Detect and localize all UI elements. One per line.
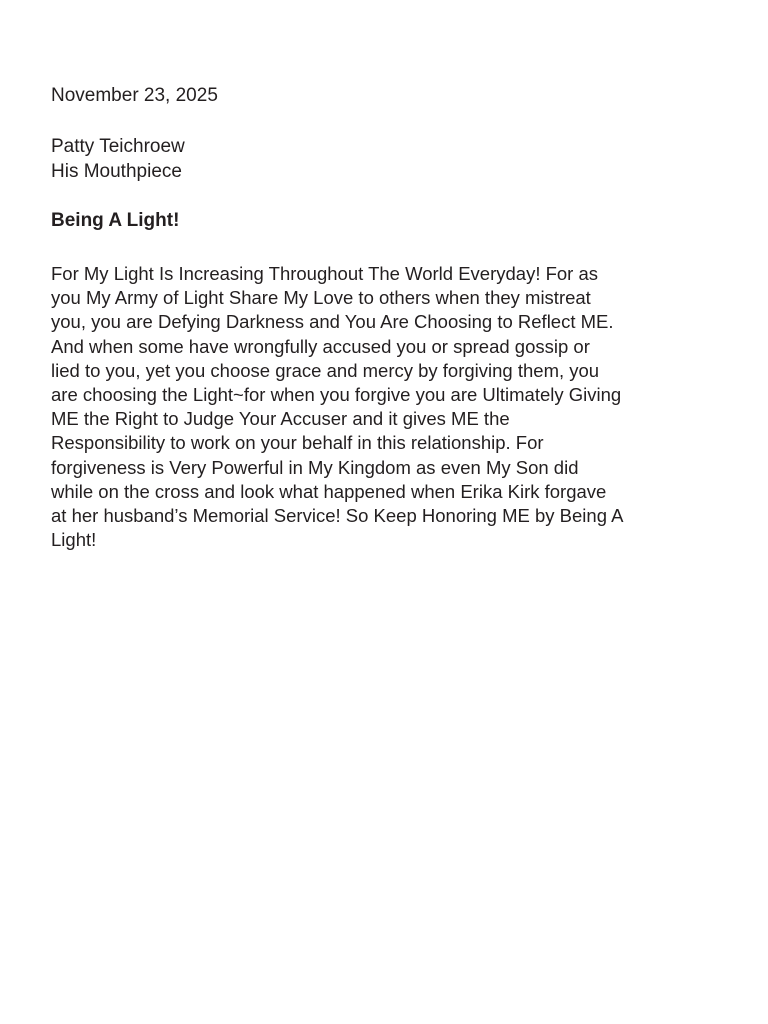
body-line: forgiveness is Very Powerful in My Kingdom as even My Son did [51, 456, 579, 478]
body-line: Light! [51, 529, 97, 551]
body-line: lied to you, yet you choose grace and mercy by forgiving them, you [51, 359, 600, 381]
body-line: For My Light Is Increasing Throughout The World Everyday! For as [51, 263, 599, 284]
letter-title: Being A Light! [51, 210, 180, 231]
letter-date: November 23, 2025 [51, 85, 218, 106]
body-line: Responsibility to work on your behalf in this relationship. For [51, 432, 544, 454]
body-line: are choosing the Light~for when you forgive you are Ultimately Giving [51, 384, 622, 406]
body-line: ME the Right to Judge Your Accuser and it gives ME the [51, 408, 510, 430]
body-line: while on the cross and look what happened when Erika Kirk forgave [51, 480, 607, 502]
body-line: you My Army of Light Share My Love to others when they mistreat [51, 287, 591, 309]
author-title: His Mouthpiece [51, 161, 182, 182]
author-name: Patty Teichroew [51, 136, 185, 157]
body-line: And when some have wrongfully accused you or spread gossip or [51, 335, 590, 357]
body-line: you, you are Defying Darkness and You Are Choosing to Reflect ME. [51, 311, 614, 333]
author-block [51, 134, 185, 184]
letter-body [51, 262, 741, 552]
body-line: at her husband’s Memorial Service! So Keep Honoring ME by Being A [51, 505, 624, 527]
